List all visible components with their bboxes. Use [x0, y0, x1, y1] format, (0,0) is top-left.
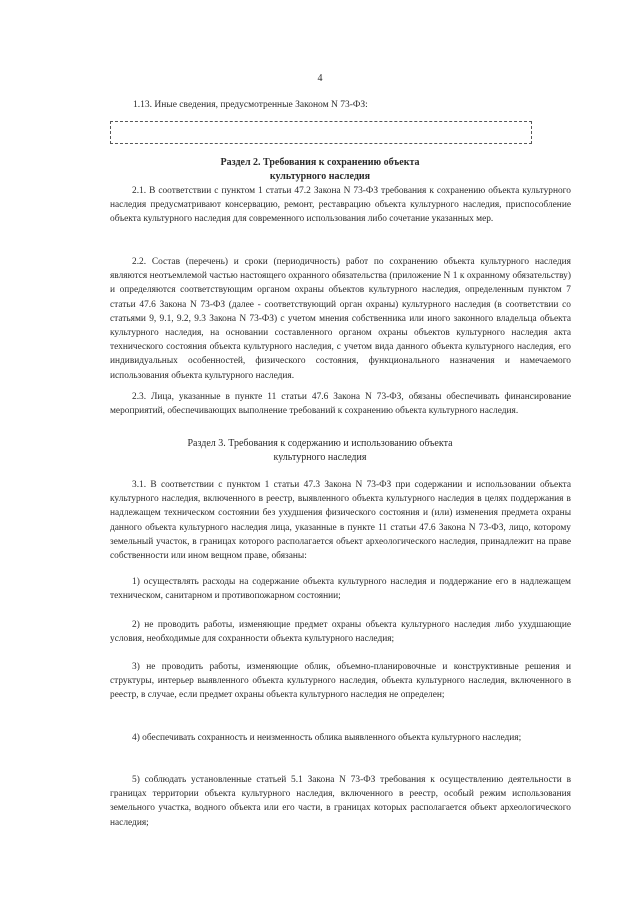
paragraph-2-2: 2.2. Состав (перечень) и сроки (периодичность) работ по сохранению объекта культурного наследия являются неотъемлемой частью настоящего охранного обязательства (приложение N 1 к охранному обязательству) и определяются соответствующим органом охраны объектов культурного наследия, определенным пунктом 7 статьи 47.6 Закона N 73-ФЗ (далее - соответствующий орган охраны) культурного наследия (в соответствии со статьями 9, 9.1, 9.2, 9.3 Закона N 73-ФЗ) с учетом мнения собственника или иного законного владельца объекта культурного наследия, на основании составленного органом охраны объектов культурного наследия акта технического состояния объекта культурного наследия, с учетом вида данного объекта культурного наследия, его индивидуальных особенностей, физического состояния, функционального назначения и намечаемого использования объекта культурного наследия.	[110, 257, 571, 381]
paragraph-3-1: 3.1. В соответствии с пунктом 1 статьи 47.3 Закона N 73-ФЗ при содержании и использовании объекта культурного наследия, включенного в реестр, выявленного объекта культурного наследия в целях поддержания в надлежащем техническом состоянии без ухудшения физического состояния и (или) изменения предмета охраны данного объекта культурного наследия лица, указанные в пункте 11 статьи 47.6 Закона N 73-ФЗ, лицо, которому земельный участок, в границах которого располагается объект археологического наследия, принадлежит на праве собственности или ином вещном праве, обязаны:	[110, 480, 571, 562]
list-item: 5) соблюдать установленные статьей 5.1 Закона N 73-ФЗ требования к осуществлению деятельности в границах территории объекта культурного наследия, включенного в реестр, особый режим использования земельного участка, водного объекта или его части, в границах которых располагается объект археологического наследия;	[110, 775, 571, 828]
section-2-heading	[0, 156, 640, 184]
list-item: 1) осуществлять расходы на содержание объекта культурного наследия и поддержание его в надлежащем техническом, санитарном и противопожарном состоянии;	[110, 577, 571, 602]
section-2-heading-line2: культурного наследия	[269, 171, 371, 182]
paragraph-2-3: 2.3. Лица, указанные в пункте 11 статьи 47.6 Закона N 73-ФЗ, обязаны обеспечивать финансирование мероприятий, обеспечивающих выполнение требований к сохранению объекта культурного наследия.	[110, 392, 571, 417]
section-3-heading-line2: культурного наследия	[273, 452, 367, 463]
item-1-13-blank-field	[110, 121, 532, 144]
page-number: 4	[317, 73, 323, 84]
paragraph-2-1: 2.1. В соответствии с пунктом 1 статьи 47.2 Закона N 73-ФЗ требования к сохранению объекта культурного наследия предусматривают консервацию, ремонт, реставрацию объекта культурного наследия, приспособление объекта культурного наследия для современного использования либо сочетание указанных мер.	[110, 186, 571, 225]
section-2-heading-line1: Раздел 2. Требования к сохранению объекта	[220, 157, 420, 168]
item-1-13: 1.13. Иные сведения, предусмотренные Законом N 73-ФЗ:	[133, 100, 368, 110]
list-item: 2) не проводить работы, изменяющие предмет охраны объекта культурного наследия либо ухудшающие условия, необходимые для сохранности объекта культурного наследия;	[110, 620, 571, 645]
list-item: 4) обеспечивать сохранность и неизменность облика выявленного объекта культурного наследия;	[132, 733, 522, 743]
list-item: 3) не проводить работы, изменяющие облик, объемно-планировочные и конструктивные решения и структуры, интерьер выявленного объекта культурного наследия, объекта культурного наследия, включенного в реестр, в случае, если предмет охраны объекта культурного наследия не определен;	[110, 662, 571, 701]
section-3-heading-line1: Раздел 3. Требования к содержанию и использованию объекта	[187, 438, 453, 449]
section-3-heading	[0, 437, 640, 465]
